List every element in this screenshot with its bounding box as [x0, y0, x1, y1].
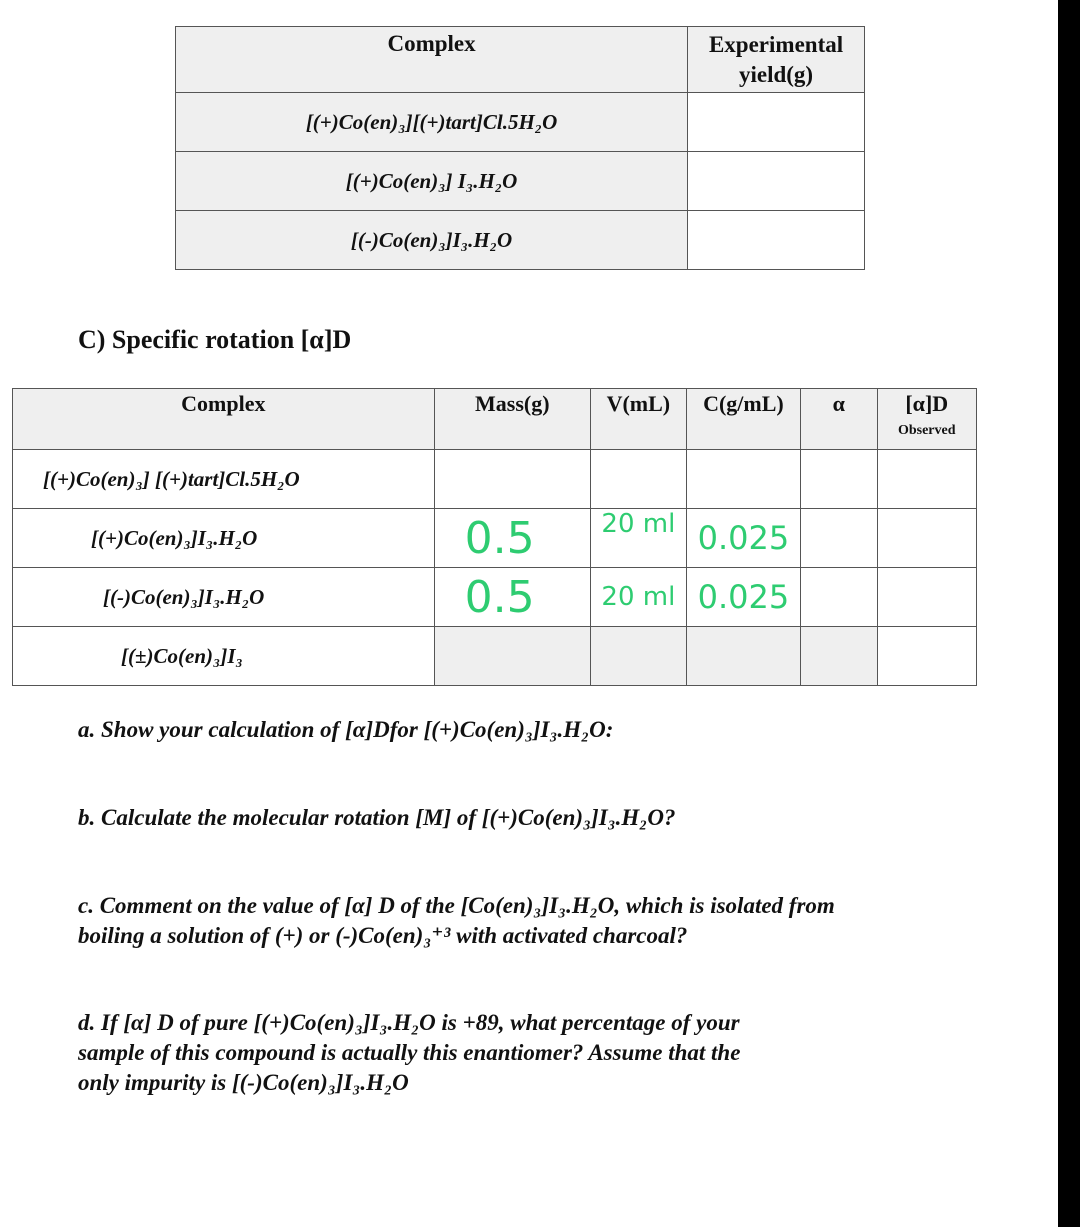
yield-value-cell[interactable] — [688, 93, 865, 152]
yield-complex-cell: [(+)Co(en)₃] I₃.H₂O — [176, 152, 688, 211]
table-row — [13, 450, 977, 509]
yield-value-cell[interactable] — [688, 152, 865, 211]
alpha-cell[interactable] — [801, 450, 877, 509]
header-specific-rotation-label: [α]D — [905, 391, 949, 416]
right-edge-bar — [1058, 0, 1080, 1227]
yield-header-line2: yield(g) — [738, 61, 814, 87]
volume-cell[interactable]: 20 ml — [590, 568, 686, 627]
question-d-line1: d. If [α] D of pure [(+)Co(en)₃]I₃.H₂O is +89, what percentage of your — [78, 1010, 740, 1035]
yield-header-line1: Experimental — [708, 31, 844, 57]
header-mass: Mass(g) — [434, 389, 590, 450]
complex-cell: [(±)Co(en)₃]I₃ — [13, 627, 435, 686]
complex-cell: [(-)Co(en)₃]I₃.H₂O — [13, 568, 435, 627]
complex-cell: [(+)Co(en)₃] [(+)tart]Cl.5H₂O — [13, 450, 435, 509]
table-row — [13, 568, 977, 627]
specific-rotation-cell[interactable] — [877, 627, 976, 686]
table-row — [176, 152, 865, 211]
yield-value-cell[interactable] — [688, 211, 865, 270]
table-row — [13, 627, 977, 686]
yield-table — [175, 26, 865, 270]
mass-cell[interactable]: 0.5 — [434, 509, 590, 568]
question-d — [78, 1008, 928, 1098]
header-volume: V(mL) — [590, 389, 686, 450]
alpha-cell[interactable] — [801, 509, 877, 568]
table-row — [176, 211, 865, 270]
question-c — [78, 891, 928, 951]
header-observed-label: Observed — [897, 423, 956, 438]
volume-cell[interactable] — [590, 450, 686, 509]
concentration-cell[interactable] — [686, 450, 800, 509]
question-c-line2: boiling a solution of (+) or (-)Co(en)₃⁺³ with activated charcoal? — [78, 923, 688, 948]
specific-rotation-cell[interactable] — [877, 450, 976, 509]
question-b: b. Calculate the molecular rotation [M] of [(+)Co(en)₃]I₃.H₂O? — [78, 805, 676, 830]
mass-cell — [434, 627, 590, 686]
header-complex: Complex — [13, 389, 435, 450]
question-c-line1: c. Comment on the value of [α] D of the [Co(en)₃]I₃.H₂O, which is isolated from — [78, 893, 835, 918]
concentration-cell — [686, 627, 800, 686]
question-a: a. Show your calculation of [α]Dfor [(+)Co(en)₃]I₃.H₂O: — [78, 717, 614, 742]
specific-rotation-cell[interactable] — [877, 568, 976, 627]
yield-table-header — [176, 27, 865, 93]
section-title-specific-rotation: C) Specific rotation [α]D — [78, 325, 352, 354]
header-concentration: C(g/mL) — [686, 389, 800, 450]
question-d-line3: only impurity is [(-)Co(en)₃]I₃.H₂O — [78, 1070, 409, 1095]
concentration-cell[interactable]: 0.025 — [686, 509, 800, 568]
mass-cell[interactable]: 0.5 — [434, 568, 590, 627]
yield-complex-cell: [(+)Co(en)₃][(+)tart]Cl.5H₂O — [176, 93, 688, 152]
table-row — [176, 93, 865, 152]
question-d-line2: sample of this compound is actually this enantiomer? Assume that the — [78, 1040, 741, 1065]
rotation-table — [12, 388, 977, 686]
yield-complex-cell: [(-)Co(en)₃]I₃.H₂O — [176, 211, 688, 270]
mass-cell[interactable] — [434, 450, 590, 509]
complex-cell: [(+)Co(en)₃]I₃.H₂O — [13, 509, 435, 568]
yield-header-experimental-yield — [688, 27, 865, 93]
header-alpha: α — [801, 389, 877, 450]
header-specific-rotation — [877, 389, 976, 450]
alpha-cell — [801, 627, 877, 686]
specific-rotation-cell[interactable] — [877, 509, 976, 568]
rotation-table-header — [13, 389, 977, 450]
yield-header-complex: Complex — [176, 27, 688, 93]
table-row — [13, 509, 977, 568]
volume-cell — [590, 627, 686, 686]
concentration-cell[interactable]: 0.025 — [686, 568, 800, 627]
volume-cell[interactable]: 20 ml — [590, 509, 686, 568]
alpha-cell[interactable] — [801, 568, 877, 627]
